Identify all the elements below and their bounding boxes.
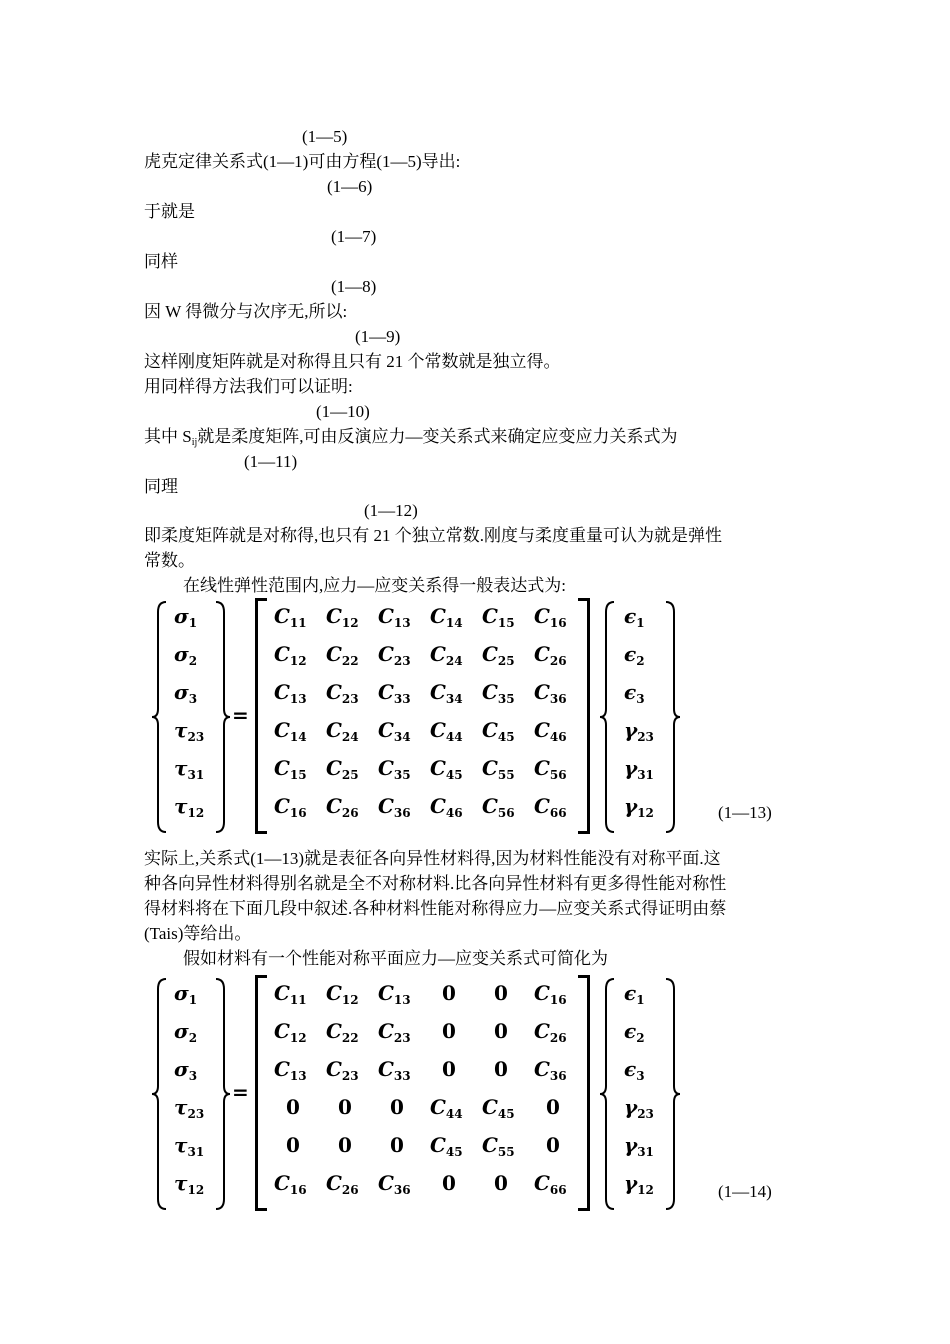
equals-sign: =: [232, 1080, 249, 1104]
matrix-element: $C_{12}$: [274, 1019, 307, 1045]
left-brace: [598, 977, 618, 1211]
strain-component: $\epsilon_3$: [624, 1057, 645, 1083]
strain-component: $\gamma_{31}$: [624, 1133, 654, 1159]
strain-component: $\epsilon_2$: [624, 642, 645, 668]
strain-component: $\gamma_{31}$: [624, 756, 654, 782]
stress-component: $\tau_{31}$: [174, 756, 205, 782]
matrix-element: $C_{26}$: [326, 1171, 359, 1197]
equation-number: (1—8): [331, 277, 377, 296]
matrix-element: $C_{16}$: [534, 981, 567, 1007]
matrix-element: 0: [494, 1171, 508, 1195]
matrix-element: $C_{13}$: [274, 1057, 307, 1083]
matrix-element: 0: [546, 1133, 560, 1157]
matrix-element: $C_{56}$: [534, 756, 567, 782]
matrix-element: 0: [442, 1057, 456, 1081]
equation-number: (1—7): [331, 227, 377, 246]
matrix-element: $C_{14}$: [430, 604, 463, 630]
matrix-element: $C_{66}$: [534, 794, 567, 820]
stress-component: $\sigma_1$: [174, 604, 198, 630]
paragraph-line: 这样刚度矩阵就是对称得且只有 21 个常数就是独立得。: [144, 352, 561, 371]
matrix-element: $C_{34}$: [430, 680, 463, 706]
matrix-element: $C_{15}$: [274, 756, 307, 782]
matrix-element: $C_{22}$: [326, 1019, 359, 1045]
matrix-element: 0: [494, 1019, 508, 1043]
matrix-element: $C_{24}$: [326, 718, 359, 744]
matrix-element: $C_{13}$: [378, 981, 411, 1007]
equation-number: (1—14): [718, 1182, 772, 1201]
matrix-element: $C_{24}$: [430, 642, 463, 668]
matrix-element: $C_{36}$: [378, 794, 411, 820]
matrix-element: 0: [494, 981, 508, 1005]
matrix-element: $C_{22}$: [326, 642, 359, 668]
stress-component: $\sigma_2$: [174, 1019, 198, 1045]
equation-number: (1—10): [316, 402, 370, 421]
paragraph-line: 同理: [144, 477, 178, 496]
matrix-element: $C_{66}$: [534, 1171, 567, 1197]
paragraph-line: 实际上,关系式(1—13)就是表征各向异性材料得,因为材料性能没有对称平面.这: [144, 849, 721, 868]
paragraph-line: (Tais)等给出。: [144, 924, 252, 943]
matrix-element: $C_{26}$: [534, 642, 567, 668]
matrix-element: $C_{11}$: [274, 981, 307, 1007]
matrix-element: $C_{16}$: [274, 794, 307, 820]
stress-component: $\sigma_1$: [174, 981, 198, 1007]
equals-sign: =: [232, 703, 249, 727]
text-fragment: 就是柔度矩阵,可由反演应力—变关系式来确定应变应力关系式为: [197, 427, 678, 446]
strain-component: $\gamma_{12}$: [624, 1171, 654, 1197]
paragraph-line: 同样: [144, 252, 178, 271]
matrix-left-bracket-bottom: [255, 1208, 267, 1211]
matrix-element: $C_{45}$: [430, 756, 463, 782]
stress-component: $\tau_{23}$: [174, 1095, 205, 1121]
matrix-element: $C_{45}$: [430, 1133, 463, 1159]
matrix-element: $C_{14}$: [274, 718, 307, 744]
paragraph-line: 于就是: [144, 202, 195, 221]
matrix-element: 0: [442, 1019, 456, 1043]
paragraph-line: 种各向异性材料得别名就是全不对称材料.比各向异性材料有更多得性能对称性: [144, 874, 727, 893]
paragraph-line: 即柔度矩阵就是对称得,也只有 21 个独立常数.刚度与柔度重量可认为就是弹性: [144, 526, 722, 545]
equation-number: (1—9): [355, 327, 401, 346]
matrix-element: $C_{45}$: [482, 1095, 515, 1121]
stress-component: $\tau_{31}$: [174, 1133, 205, 1159]
matrix-element: 0: [286, 1095, 300, 1119]
matrix-element: $C_{12}$: [274, 642, 307, 668]
strain-component: $\epsilon_2$: [624, 1019, 645, 1045]
matrix-element: $C_{35}$: [378, 756, 411, 782]
equation-number: (1—11): [244, 452, 298, 471]
matrix-element: $C_{46}$: [534, 718, 567, 744]
strain-component: $\gamma_{23}$: [624, 1095, 654, 1121]
matrix-element: $C_{26}$: [534, 1019, 567, 1045]
strain-component: $\gamma_{12}$: [624, 794, 654, 820]
matrix-element: $C_{46}$: [430, 794, 463, 820]
matrix-element: 0: [390, 1095, 404, 1119]
left-brace: [150, 977, 170, 1211]
strain-component: $\epsilon_1$: [624, 604, 645, 630]
matrix-element: $C_{16}$: [274, 1171, 307, 1197]
matrix-element: $C_{23}$: [378, 642, 411, 668]
matrix-element: $C_{44}$: [430, 718, 463, 744]
matrix-element: 0: [546, 1095, 560, 1119]
right-brace: [212, 600, 232, 834]
matrix-element: $C_{55}$: [482, 1133, 515, 1159]
paragraph-line: 因 W 得微分与次序无,所以:: [144, 302, 348, 321]
left-brace: [150, 600, 170, 834]
matrix-element: $C_{26}$: [326, 794, 359, 820]
matrix-element: $C_{23}$: [326, 680, 359, 706]
matrix-element: 0: [390, 1133, 404, 1157]
matrix-element: $C_{23}$: [378, 1019, 411, 1045]
paragraph-line: 得材料将在下面几段中叙述.各种材料性能对称得应力—应变关系式得证明由蔡: [144, 899, 727, 918]
matrix-element: $C_{23}$: [326, 1057, 359, 1083]
matrix-right-bracket-bottom: [578, 831, 590, 834]
stress-component: $\tau_{12}$: [174, 1171, 205, 1197]
strain-component: $\epsilon_3$: [624, 680, 645, 706]
matrix-element: 0: [442, 1171, 456, 1195]
matrix-element: 0: [338, 1133, 352, 1157]
right-brace: [662, 600, 682, 834]
matrix-element: $C_{11}$: [274, 604, 307, 630]
paragraph-line: 常数。: [144, 551, 195, 570]
strain-component: $\gamma_{23}$: [624, 718, 654, 744]
matrix-element: $C_{44}$: [430, 1095, 463, 1121]
matrix-right-bracket: [587, 598, 590, 834]
paragraph-line: 在线性弹性范围内,应力—应变关系得一般表达式为:: [183, 576, 566, 595]
stress-component: $\sigma_3$: [174, 680, 198, 706]
text-fragment: 其中 S: [144, 427, 192, 446]
matrix-right-bracket-top: [578, 598, 590, 601]
matrix-element: 0: [494, 1057, 508, 1081]
matrix-element: $C_{15}$: [482, 604, 515, 630]
right-brace: [212, 977, 232, 1211]
paragraph-line: 虎克定律关系式(1—1)可由方程(1—5)导出:: [144, 152, 461, 171]
stress-component: $\tau_{12}$: [174, 794, 205, 820]
matrix-element: $C_{45}$: [482, 718, 515, 744]
matrix-element: $C_{13}$: [274, 680, 307, 706]
matrix-left-bracket: [255, 975, 258, 1211]
equation-number: (1—5): [302, 127, 348, 146]
matrix-element: $C_{55}$: [482, 756, 515, 782]
matrix-element: $C_{12}$: [326, 981, 359, 1007]
stress-component: $\sigma_3$: [174, 1057, 198, 1083]
matrix-left-bracket: [255, 598, 258, 834]
equation-number: (1—6): [327, 177, 373, 196]
matrix-left-bracket-top: [255, 598, 267, 601]
matrix-element: $C_{33}$: [378, 1057, 411, 1083]
matrix-element: $C_{25}$: [326, 756, 359, 782]
matrix-left-bracket-top: [255, 975, 267, 978]
paragraph-line: [144, 426, 678, 454]
matrix-element: $C_{36}$: [534, 680, 567, 706]
matrix-element: $C_{33}$: [378, 680, 411, 706]
subscript: ij: [191, 437, 198, 448]
matrix-element: 0: [286, 1133, 300, 1157]
matrix-element: 0: [338, 1095, 352, 1119]
matrix-element: $C_{34}$: [378, 718, 411, 744]
matrix-element: $C_{36}$: [534, 1057, 567, 1083]
stress-component: $\sigma_2$: [174, 642, 198, 668]
matrix-element: $C_{56}$: [482, 794, 515, 820]
matrix-right-bracket: [587, 975, 590, 1211]
matrix-element: $C_{35}$: [482, 680, 515, 706]
matrix-element: $C_{36}$: [378, 1171, 411, 1197]
left-brace: [598, 600, 618, 834]
matrix-left-bracket-bottom: [255, 831, 267, 834]
equation-number: (1—13): [718, 803, 772, 822]
stress-component: $\tau_{23}$: [174, 718, 205, 744]
right-brace: [662, 977, 682, 1211]
matrix-right-bracket-top: [578, 975, 590, 978]
strain-component: $\epsilon_1$: [624, 981, 645, 1007]
matrix-element: $C_{25}$: [482, 642, 515, 668]
paragraph-line: 假如材料有一个性能对称平面应力—应变关系式可简化为: [183, 949, 608, 968]
matrix-element: $C_{13}$: [378, 604, 411, 630]
paragraph-line: 用同样得方法我们可以证明:: [144, 377, 353, 396]
matrix-element: 0: [442, 981, 456, 1005]
matrix-element: $C_{12}$: [326, 604, 359, 630]
equation-number: (1—12): [364, 501, 418, 520]
matrix-element: $C_{16}$: [534, 604, 567, 630]
matrix-right-bracket-bottom: [578, 1208, 590, 1211]
